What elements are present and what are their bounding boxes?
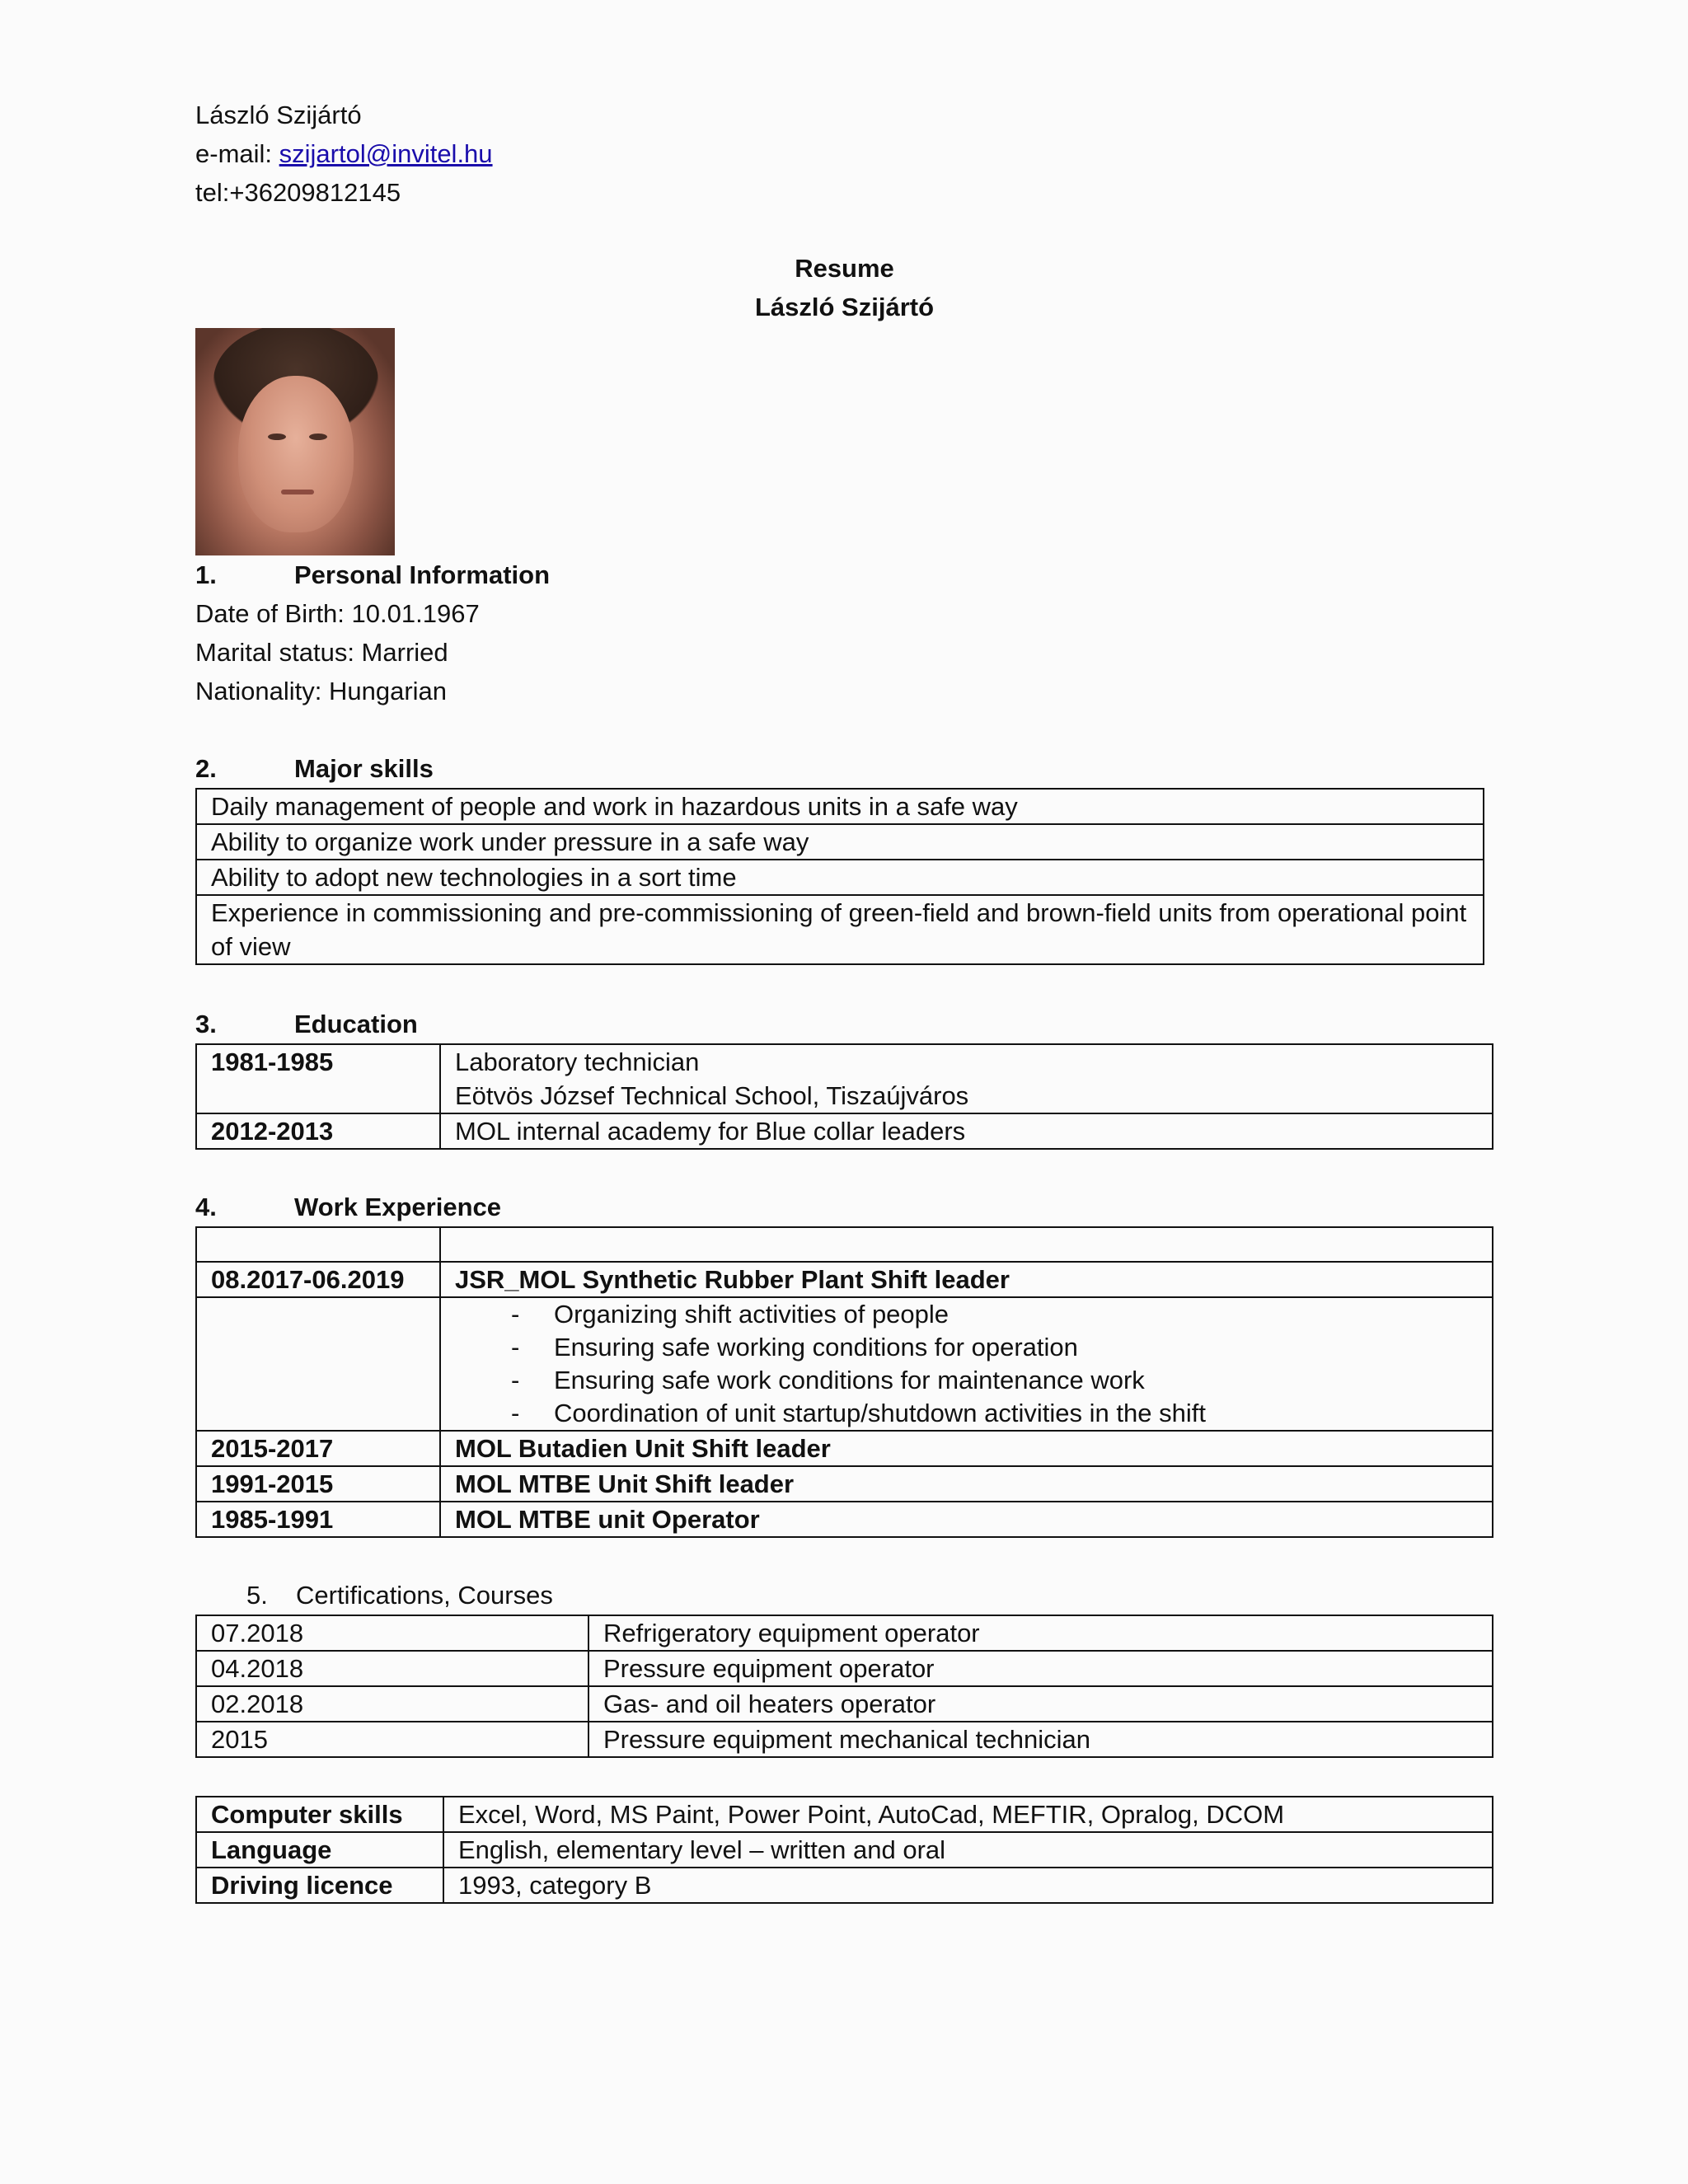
table-row	[196, 1297, 1493, 1431]
table-row	[196, 789, 1484, 824]
other-skills-table	[195, 1796, 1493, 1904]
section-number: 1.	[195, 560, 217, 589]
work-period: 08.2017-06.2019	[196, 1262, 440, 1297]
other-value: 1993, category B	[443, 1868, 1493, 1903]
section-number: 5.	[246, 1581, 268, 1610]
list-item: - Coordination of unit startup/shutdown activities in the shift	[511, 1397, 1478, 1430]
other-label: Language	[196, 1832, 443, 1868]
table-row	[196, 1262, 1493, 1297]
skills-table	[195, 788, 1484, 965]
other-value: English, elementary level – written and oral	[443, 1832, 1493, 1868]
table-row	[196, 1868, 1493, 1903]
skill-cell: Ability to organize work under pressure in a safe way	[196, 824, 1484, 860]
section-number: 4.	[195, 1193, 217, 1221]
document-subtitle-name: László Szijártó	[754, 293, 935, 321]
education-details	[440, 1044, 1493, 1113]
nationality: Nationality: Hungarian	[195, 677, 448, 705]
other-label: Driving licence	[196, 1868, 443, 1903]
header-email	[195, 134, 1493, 173]
table-row	[196, 1651, 1493, 1686]
cert-name: Pressure equipment operator	[588, 1651, 1493, 1686]
certifications-table	[195, 1615, 1493, 1758]
section-work-heading	[195, 1188, 1493, 1226]
education-years: 2012-2013	[196, 1113, 440, 1149]
work-table	[195, 1226, 1493, 1538]
table-row	[196, 1832, 1493, 1868]
section-title: Work Experience	[294, 1193, 501, 1221]
section-title: Personal Information	[294, 560, 551, 589]
table-row	[196, 1227, 1493, 1262]
other-value: Excel, Word, MS Paint, Power Point, AutoCad, MEFTIR, Opralog, DCOM	[443, 1797, 1493, 1832]
cert-date: 02.2018	[196, 1686, 588, 1722]
section-number: 3.	[195, 1010, 217, 1038]
education-degree: Laboratory technician	[455, 1047, 700, 1076]
document-title: Resume	[795, 254, 894, 283]
list-item: - Organizing shift activities of people	[511, 1298, 1478, 1331]
work-period: 1991-2015	[196, 1466, 440, 1502]
table-row	[196, 1797, 1493, 1832]
profile-photo	[195, 328, 395, 555]
table-row	[196, 1686, 1493, 1722]
work-duties	[440, 1297, 1493, 1431]
work-role: JSR_MOL Synthetic Rubber Plant Shift leader	[440, 1262, 1493, 1297]
cert-date: 04.2018	[196, 1651, 588, 1686]
education-school: Eötvös József Technical School, Tiszaújváros	[455, 1081, 969, 1110]
table-row	[196, 1431, 1493, 1466]
section-skills-heading	[195, 749, 1493, 788]
marital-status: Marital status: Married	[195, 638, 448, 667]
duties-list	[455, 1298, 1478, 1430]
table-row	[196, 860, 1484, 895]
skill-cell: Experience in commissioning and pre-commissioning of green-field and brown-field units from operational point of view	[196, 895, 1484, 964]
work-role: MOL Butadien Unit Shift leader	[440, 1431, 1493, 1466]
section-title: Major skills	[294, 754, 434, 783]
section-number: 2.	[195, 754, 217, 783]
section-education-heading	[195, 1005, 1493, 1043]
list-item: - Ensuring safe working conditions for operation	[511, 1331, 1478, 1364]
education-details: MOL internal academy for Blue collar leaders	[440, 1113, 1493, 1149]
table-row	[196, 1502, 1493, 1537]
cert-date: 07.2018	[196, 1615, 588, 1651]
email-label: e-mail:	[195, 139, 279, 168]
header-name: László Szijártó	[195, 101, 362, 129]
cert-name: Refrigeratory equipment operator	[588, 1615, 1493, 1651]
cert-date: 2015	[196, 1722, 588, 1757]
table-row	[196, 895, 1484, 964]
other-label: Computer skills	[196, 1797, 443, 1832]
work-period: 2015-2017	[196, 1431, 440, 1466]
cert-name: Pressure equipment mechanical technician	[588, 1722, 1493, 1757]
list-item: - Ensuring safe work conditions for maintenance work	[511, 1364, 1478, 1397]
table-row	[196, 1615, 1493, 1651]
section-title: Certifications, Courses	[296, 1581, 553, 1610]
skill-cell: Ability to adopt new technologies in a sort time	[196, 860, 1484, 895]
section-title: Education	[294, 1010, 418, 1038]
table-row	[196, 1466, 1493, 1502]
work-period: 1985-1991	[196, 1502, 440, 1537]
table-row	[196, 1722, 1493, 1757]
header-phone: tel:+36209812145	[195, 178, 401, 207]
date-of-birth: Date of Birth: 10.01.1967	[195, 599, 480, 628]
cert-name: Gas- and oil heaters operator	[588, 1686, 1493, 1722]
email-link[interactable]: szijartol@invitel.hu	[279, 139, 493, 168]
section-personal-heading	[195, 555, 1493, 594]
skill-cell: Daily management of people and work in hazardous units in a safe way	[196, 789, 1484, 824]
work-role: MOL MTBE unit Operator	[440, 1502, 1493, 1537]
table-row	[196, 1113, 1493, 1149]
table-row	[196, 1044, 1493, 1113]
education-table	[195, 1043, 1493, 1150]
education-years: 1981-1985	[196, 1044, 440, 1113]
table-row	[196, 824, 1484, 860]
work-role: MOL MTBE Unit Shift leader	[440, 1466, 1493, 1502]
section-certifications-heading	[195, 1576, 1493, 1615]
